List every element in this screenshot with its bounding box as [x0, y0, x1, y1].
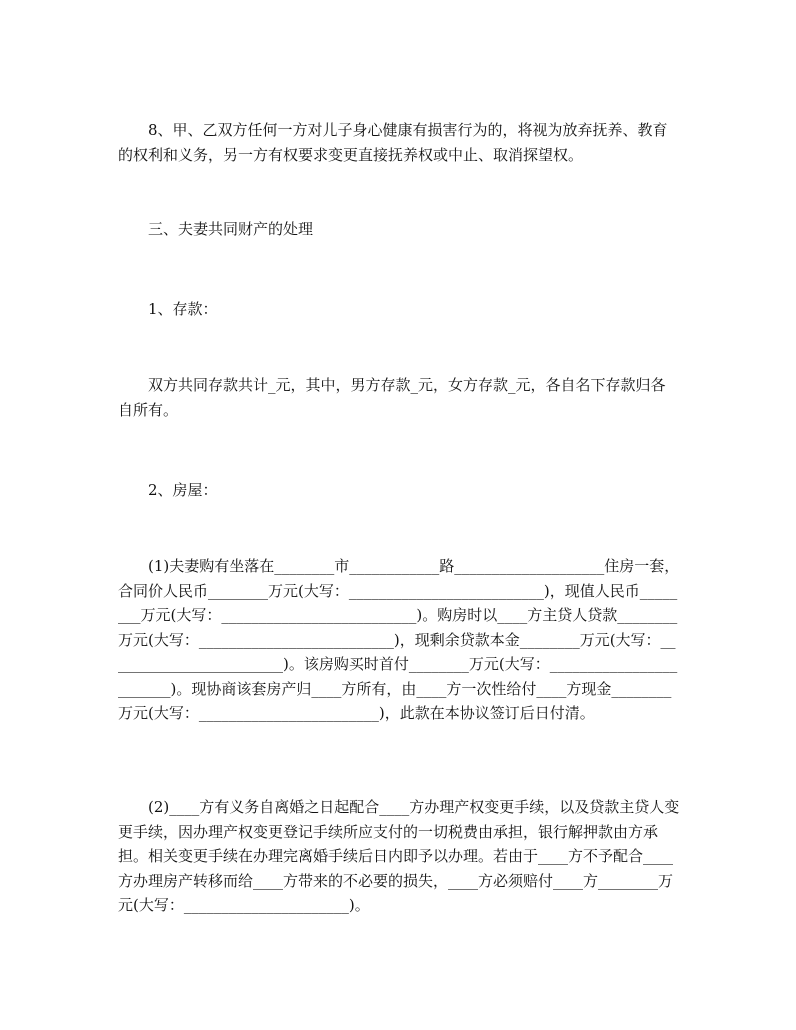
paragraph-housing-clause-1: (1)夫妻购有坐落在________市____________路____________________住房一套，合同价人民币________万元(大写：__________________________)，现值人民币________万元(大写：__________________________)。购房时以____方主贷人贷款________万元(大写：__________________________)，现剩余贷款本金________万元(大写：________________________)。该房购买时首付________万元(大写：________________________)。现协商该套房产归____方所有，由____方一次性给付____方现金________万元(大写：________________________)，此款在本协议签订后日付清。 — [118, 557, 680, 722]
section-heading-joint-property: 三、夫妻共同财产的处理 — [148, 220, 314, 238]
paragraph-housing-clause-2: (2)____方有义务自离婚之日起配合____方办理产权变更手续，以及贷款主贷人变更手续，因办理产权变更登记手续所应支付的一切税费由承担，银行解押款由方承担。相关变更手续在办理完离婚手续后日内即予以办理。若由于____方不予配合____方办理房产转移而给____方带来的不必要的损失，____方必须赔付____方________万元(大写：______________________)。 — [118, 798, 680, 914]
subheading-housing: 2、房屋： — [148, 481, 218, 499]
paragraph-deposits: 双方共同存款共计_元，其中，男方存款_元，女方存款_元，各自名下存款归各自所有。 — [118, 376, 666, 419]
subheading-deposits: 1、存款： — [148, 300, 218, 318]
paragraph-child-custody-clause-8: 8、甲、乙双方任何一方对儿子身心健康有损害行为的，将视为放弃抚养、教育的权利和义务，另一方有权要求变更直接抚养权或中止、取消探望权。 — [118, 121, 668, 164]
